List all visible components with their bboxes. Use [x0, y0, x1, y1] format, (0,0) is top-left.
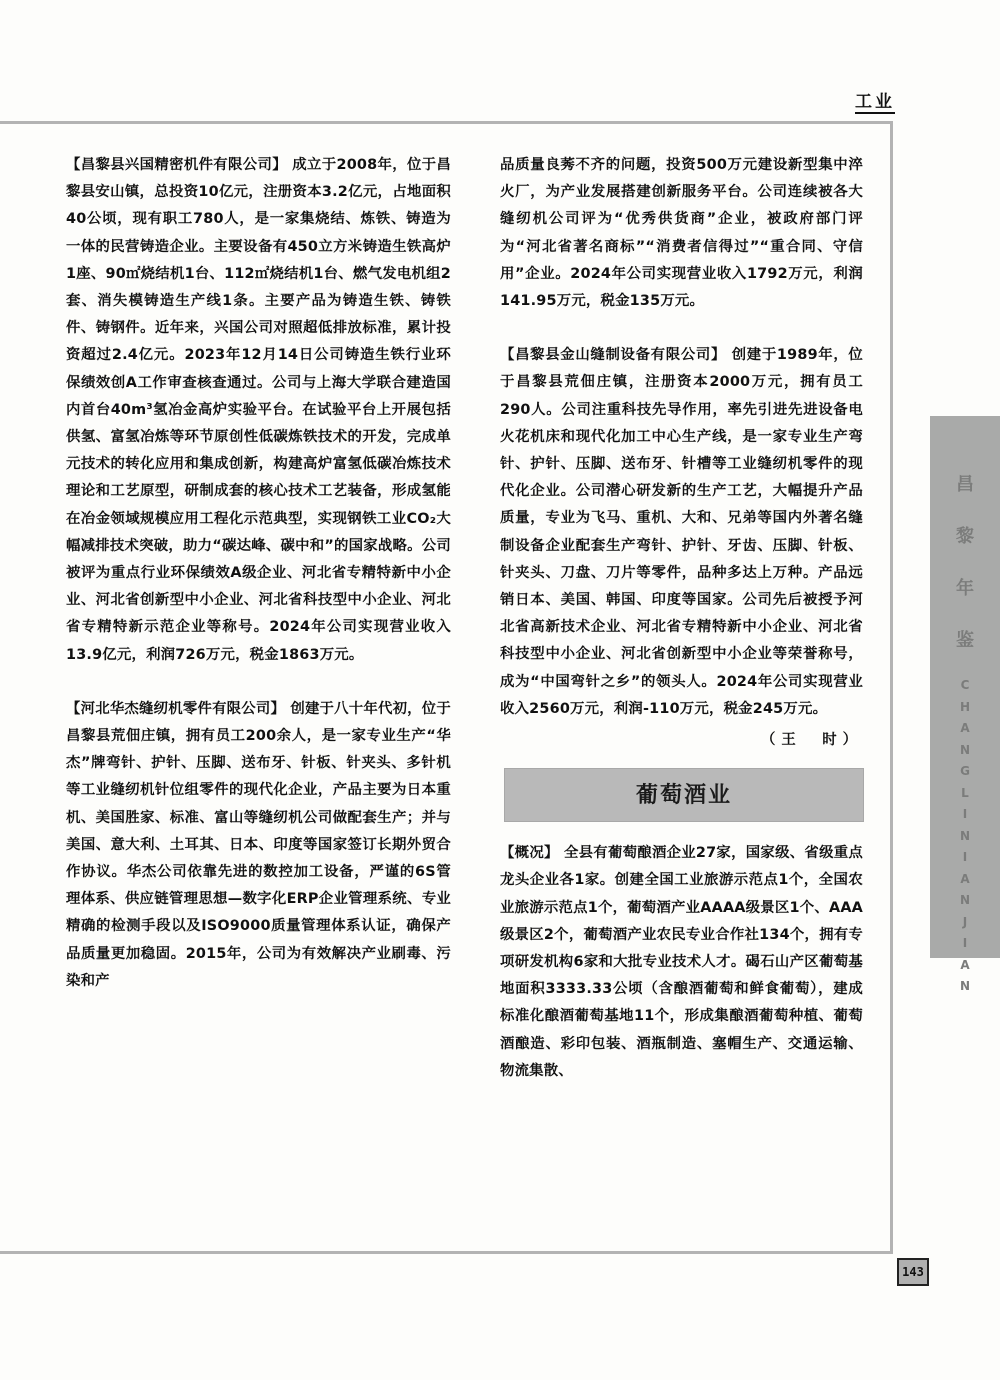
pinyin-char: I: [962, 936, 968, 950]
pinyin-char: N: [959, 828, 971, 843]
side-char: 黎: [956, 526, 974, 547]
pinyin-char: A: [960, 957, 970, 972]
side-char: 年: [956, 578, 974, 599]
pinyin-char: A: [960, 721, 970, 735]
pinyin-char: N: [959, 893, 971, 907]
section-title-banner: 葡萄酒业: [504, 768, 864, 822]
pinyin-char: C: [960, 678, 970, 692]
page-number: 143: [897, 1258, 929, 1286]
entry-body: 创建于1989年，位于昌黎县荒佃庄镇，注册资本2000万元，拥有员工290人。公司注重科技先导作用，率先引进先进设备电火花机床和现代化加工中心生产线，是一家专业生产弯针、护针、压脚、送布牙、针槽等工业缝纫机零件的现代化企业。公司潜心研发新的生产工艺，大幅提升产品质量，专业为飞马、重机、大和、兄弟等国内外著名缝制设备企业配套生产弯针、护针、牙齿、压脚、针板、针夹头、刀盘、刀片等零件，品种多达上万种。产品远销日本、美国、韩国、印度等国家。公司先后被授予河北省高新技术企业、河北省专精特新中小企业、河北省科技型中小企业、河北省创新型中小企业等荣誉称号，成为“中国弯针之乡”的领头人。2024年公司实现营业收入2560万元，利润-110万元，税金245万元。: [500, 347, 863, 717]
left-column: [66, 152, 451, 995]
entry-heading: 【河北华杰缝纫机零件有限公司】: [66, 700, 286, 717]
running-head: 工业: [855, 92, 895, 112]
pinyin-char: L: [961, 785, 969, 800]
yearbook-side-tab: [930, 416, 1000, 993]
right-column: [500, 152, 863, 1085]
overview-body: 全县有葡萄酿酒企业27家，国家级、省级重点龙头企业各1家。创建全国工业旅游示范点1个，全国农业旅游示范点1个，葡萄酒产业AAAA级景区1个、AAA级景区2个，葡萄酒产业农民专业合作社134个，拥有专项研发机构6家和大批专业技术人才。碣石山产区葡萄基地面积3333.33公顷（含酿酒葡萄和鲜食葡萄），建成标准化酿酒葡萄基地11个，形成集酿酒葡萄种植、葡萄酒酿造、彩印包装、酒瓶制造、塞帽生产、交通运输、物流集散、: [500, 845, 864, 1079]
entry-body: 创建于八十年代初，位于昌黎县荒佃庄镇，拥有员工200余人，是一家专业生产“华杰”牌弯针、护针、压脚、送布牙、针板、针夹头、多针机等工业缝纫机针位组零件的现代化企业，产品主要为日本重机、美国胜家、标准、富山等缝纫机公司做配套生产；并与美国、意大利、土耳其、日本、印度等国家签订长期外贸合作协议。华杰公司依靠先进的数控加工设备，严谨的6S管理体系、供应链管理思想—数字化ERP企业管理系统、专业精确的检测手段以及ISO9000质量管理体系认证，确保产品质量更加稳固。2015年，公司为有效解决产业刷毒、污染和产: [66, 700, 451, 989]
side-tab-pinyin: [960, 678, 970, 993]
pinyin-char: J: [962, 914, 968, 929]
pinyin-char: A: [960, 871, 970, 886]
entry-xingguo: [66, 152, 451, 669]
author-signature: （王 时）: [761, 732, 863, 749]
pinyin-char: I: [962, 850, 968, 864]
side-tab-title: [956, 470, 974, 652]
entry-huajie: [66, 696, 451, 995]
pinyin-char: N: [959, 979, 971, 993]
overview-label: 【概况】: [500, 845, 559, 862]
side-char: 鉴: [956, 630, 974, 651]
entry-heading: 【昌黎县金山缝制设备有限公司】: [500, 347, 727, 364]
pinyin-char: H: [959, 699, 971, 714]
entry-jinshan: [500, 342, 863, 723]
pinyin-char: I: [962, 807, 968, 821]
entry-body: 成立于2008年，位于昌黎县安山镇，总投资10亿元，注册资本3.2亿元，占地面积40公顷，现有职工780人，是一家集烧结、炼铁、铸造为一体的民营铸造企业。主要设备有450立方米铸造生铁高炉1座、90㎡烧结机1台、112㎡烧结机1台、燃气发电机组2套、消失模铸造生产线1条。主要产品为铸造生铁、铸铁件、铸钢件。近年来，兴国公司对照超低排放标准，累计投资超过2.4亿元。2023年12月14日公司铸造生铁行业环保绩效创A工作审查核查通过。公司与上海大学联合建造国内首台40m³氢冶金高炉实验平台。在试验平台上开展包括供氢、富氢冶炼等环节原创性低碳炼铁技术的开发，完成单元技术的转化应用和集成创新，构建高炉富氢低碳冶炼技术理论和工艺原型，研制成套的核心技术工艺装备，形成氢能在冶金领域规模应用工程化示范典型，实现钢铁工业CO₂大幅减排技术突破，助力“碳达峰、碳中和”的国家战略。公司被评为重点行业环保绩效A级企业、河北省专精特新中小企业、河北省创新型中小企业、河北省科技型中小企业、河北省专精特新示范企业等称号。2024年公司实现营业收入13.9亿元，利润726万元，税金1863万元。: [66, 157, 451, 663]
side-char: 昌: [956, 474, 974, 495]
entry-overview: [500, 840, 863, 1085]
pinyin-char: G: [960, 764, 970, 778]
entry-heading: 【昌黎县兴国精密机件有限公司】: [66, 157, 287, 173]
entry-continuation: 品质量良莠不齐的问题，投资500万元建设新型集中淬火厂，为产业发展搭建创新服务平台。公司连续被各大缝纫机公司评为“优秀供货商”企业，被政府部门评为“河北省著名商标”“消费者信得过”“重合同、守信用”企业。2024年公司实现营业收入1792万元，利润141.95万元，税金135万元。: [500, 157, 863, 310]
pinyin-char: N: [959, 742, 971, 757]
